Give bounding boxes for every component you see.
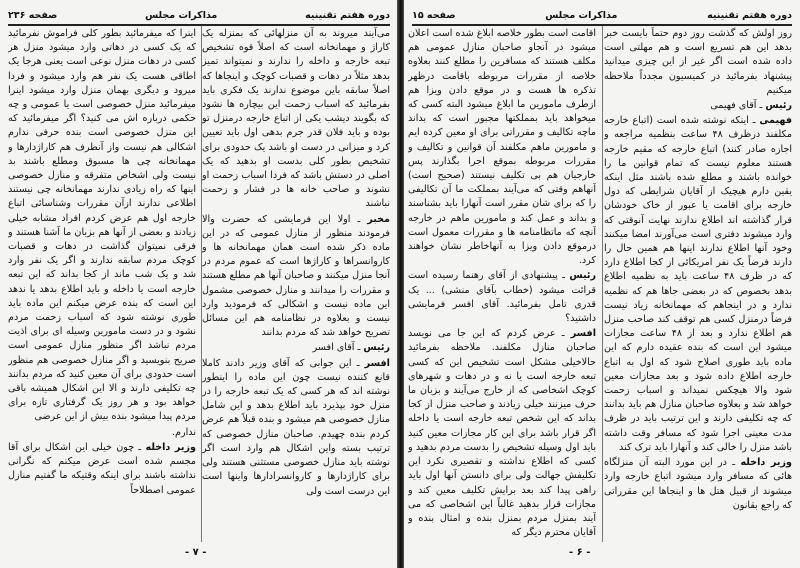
paragraph-text: آقای افسر	[312, 342, 355, 354]
page-number: صفحه ۱۵	[412, 9, 456, 21]
paragraph: رئیس ـ آقای فهیمی	[710, 100, 792, 112]
header-title: مذاکرات مجلس	[545, 9, 618, 21]
paragraph-text: روز اولش که گذشت روز دوم حتماً بایست خبر بدهد این هم تسریع است و هم مهلتی است داده شده است اگر غیر از این چیزی میدانید پیشنهاد بفرمائید در کمیسیون مجدداً ملاحظه میکنیم	[604, 28, 792, 96]
page-header	[8, 6, 390, 26]
text-column	[408, 27, 596, 542]
text-column	[604, 27, 792, 542]
speaker-name: رئیس	[363, 342, 390, 354]
paragraph: رئیس ـ پیشنهادی از آقای رهنما رسیده است قرائت میشود (خطاب بآقای منشی) ... یک قدری تامل بفرمائید. آقای افسر فرمایشی داشتید؟	[408, 270, 596, 325]
paragraph: فهیمی ـ اینکه نوشته شده است (اتباع خارجه مکلفند درظرف ۴۸ ساعت بنظمیه مراجعه و اجازه صادر کنند) اتباع خارجه که مقیم خارجه هستند معلوم نیست که تمام قوانین ما را خوانده باشند و مطلع شده باشند مثل اینکه یقین دارم هیچیک از آقایان شرایطی که دول خارجه برای اقامت یا عبور از خاک خودشان قرار گذاشته اند اطلاع ندارند نهایت آنوقتی که وارد میشوند دفتری است می‌آورند امضا میکنند وخود آنها اطلاع ندارند اینها هم همین حال را دارند فرضاً یک نفر امریکائی از کجا اطلاع دارد که در ظرف ۴۸ ساعت باید به نظمیه اطلاع بدهد بخصوص که در بعضی جاها هم که نظمیه ندارد و در اینجاهم که مهمانخانه زیاد نیست فرضاً درمنزل کسی هم توقف کند صاحب منزل هم اطلاع ندارد و بعد از ۴۸ ساعت مجازات میشود این است که بنده عقیده دارم که این ماده باید طوری اصلاح شود که اول به اتباع خارجه اطلاع داده شود و بعد مجازات معین شود والا هیچکس نمیداند و اسباب زحمت خواهد شد و بعلاوه صاحبان منازل هم باید بدانند که چه تکلیفی دارند و این ترتیب باید در ظرف مدت معینی اجرا شود که مسافر وقت داشته باشد منزل را خالی کند و آنهارا باید ترک کند	[604, 115, 792, 453]
paragraph-text: در این مورد البته آن منزلگاه هائی که مسافر وارد میشود اتباع خارجه وارد میشوند از قبیل هتل ها و اینجاها این مقرراتی که راجع بقانون	[604, 457, 792, 511]
paragraph	[408, 27, 596, 268]
page-footer-number: - ۷ -	[185, 547, 207, 558]
paragraph: افسر ـ این جوابی که آقای وزیر دادند کاملا قانع کننده نیست چون این ماده را اینطور نوشته اند که هر کسی که یک تبعه خارجه را در منزل خود بپذیرد باید اطلاع بدهد و این شامل منازل خصوصی هم میشود و بنده قبلاً هم عرض کردم بنده چهیدم. صاحبان منازل خصوصی که ترتیب بسته واین اشکال هم وارد است اگر نوشته باید منازل خصوصی مستثنی هستند ولی برای کاراژدارها و کاروانسرادارها واینها است این درست است ولی	[202, 357, 390, 497]
paragraph-text: اقامت است بطور خلاصه ابلاغ شده است اعلان میشود در آنجاو صاحبان منازل عمومی هم مکلف هستند که مسافرین را مطلع کنند بعلاوه خلاصه از مقررات مربوطه باقامت درظهر تذکره ها هست و در موقع دادن ویزا هم ازطرف مامورین ما ابلاغ میشود البته کسی که میخواهد باید بمملکتها مجبور است که بداند ماچه تکالیف و مقرراتی برای او معین کرده ایم و مامورین ماهم مکلفند آن قوانین و تکالیف و مقررات مربوطه بموقع اجرا بگذارند پس خارجیان هم بی تکلیف نیستند (صحیح است) آنهاهم وقتی که می‌آیند بمملکت ما آن تکالیفی را که برای شان مقرر است آنهارا باید بشناسند و بداند و عمل کند و مامورین ماهم در خارجه آنچه که ماتظامنامه ها و مقررات معمول است درموقع دادن ویزا به آنهاخاطر نشان خواهند کرد.	[408, 28, 596, 267]
paragraph-text: عرض کردم که این جا می نویسد صاحبان منازل مکلفند. ملاحظه بفرمائید حالاخیلی مشکل است تشخیص این که کسی تبعه خارجه است یا نه و در دهات و شهرهای کوچک اشخاصی که از خارج می‌آیند و بزبان ما حرف میزنند خیلی زیادند و صاحب منزل از کجا بداند که این شخص تبعه خارجه است یا داخله اگر قرار باشد برای این کار مجازات معین کنید باید اول وسیله تشخیص را بدست مردم بدهید و کسی که اطلاع نداشته و تقصیری نکرد این تکلیفش جهالت ولی برای دانستن آنها اول باید راهی پیدا کند بعد برایش تکلیف معین کند و مجازات قرار بدهید غالباً این اشخاصی که می آیند بمنزل مردم بمنزل بنده و امثال بنده و آقایان محترم دیگر که	[408, 328, 596, 539]
speaker-name: فهیمی	[759, 115, 792, 127]
paragraph-text: آقای فهیمی	[710, 100, 757, 112]
speaker-name: وزیر داخله	[145, 441, 196, 453]
text-column	[202, 27, 390, 542]
paragraph: مخبر ـ اولا این فرمایشی که حضرت والا فرمودند منظور از منازل عمومی که در این ماده ذکر شده است همان مهمانخانه ها و کاروانسراها و کاراژها است که عموم مردم در آنجا منزل میکنند و صاحبان آنها هم مطلع هستند و مقررات را میدانند و منازل خصوصی مشمول این ماده نیست و اشکالی که فرمودید وارد نیست و بعلاوه در نظامنامه هم این مسائل تصریح خواهد شد که مردم بدانند	[202, 213, 390, 339]
column-divider	[602, 26, 603, 542]
page-number: صفحه ۲۳۶	[8, 9, 58, 21]
paragraph	[8, 27, 196, 425]
right-page	[404, 0, 800, 568]
speaker-name: رئیس	[569, 270, 596, 282]
speaker-name: افسر	[570, 328, 596, 340]
paragraph-text: می‌آیند میروند به آن منزلهائی که بمنزله یک کاراژ و مهمانخانه است که اصلاً قوه تشخیص تبعه خارجه و داخله را ندارند و نمیتواند تمیز بدهد مثلاً در دهات و قصبات کوچک و اینجاها که اصلاً سابقه باین موضوع ندارند یک فکری باید بفرمائید که اسباب زحمت این بیچاره ها نشود که بگویند دیشب یکی از اتباع خارجه درمنزل تو بوده و باید فلان قدر جرم بدهی اول باید تعیین کرد و میزانی در دست او باشد یک حدودی برای تشخیص بطور کلی بدست او بدهید که یک اصلی در دستش باشد که فردا اسباب زحمت او نشوند و صاحب خانه ها در فشار و زحمت نباشند	[202, 28, 390, 210]
paragraph-text: ندارم.	[172, 426, 196, 438]
paragraph-text: اولا این فرمایشی که حضرت والا فرمودند منظور از منازل عمومی که در این ماده ذکر شده است همان مهمانخانه ها و کاروانسراها و کاراژها است که عموم مردم در آنجا منزل میکنند و صاحبان آنها هم مطلع هستند و مقررات را میدانند و منازل خصوصی مشمول این ماده نیست و اشکالی که فرمودید وارد نیست و بعلاوه در نظامنامه هم این مسائل تصریح خواهد شد که مردم بدانند	[202, 213, 390, 339]
header-title: مذاکرات مجلس	[145, 9, 218, 21]
left-page	[0, 0, 398, 568]
paragraph: افسر ـ عرض کردم که این جا می نویسد صاحبان منازل مکلفند. ملاحظه بفرمائید حالاخیلی مشکل است تشخیص این که کسی تبعه خارجه است یا نه و در دهات و شهرهای کوچک اشخاصی که از خارج می‌آیند و بزبان ما حرف میزنند خیلی زیادند و صاحب منزل از کجا بداند که این شخص تبعه خارجه است یا داخله اگر قرار باشد برای این کار مجازات معین کنید باید اول وسیله تشخیص را بدست مردم بدهید و کسی که اطلاع نداشته و تقصیری نکرد این تکلیفش جهالت ولی برای دانستن آنها اول باید راهی پیدا کند بعد برایش تکلیف معین کند و مجازات قرار بدهید غالباً این اشخاصی که می آیند بمنزل مردم بمنزل بنده و امثال بنده و آقایان محترم دیگر که	[408, 328, 596, 539]
paragraph-text: پیشنهادی از آقای رهنما رسیده است قرائت میشود (خطاب بآقای منشی) ... یک قدری تامل بفرمائید. آقای افسر فرمایشی داشتید؟	[408, 270, 596, 325]
paragraph-text: چون خیلی این اشکال برای آقا مجسم شده است عرض میکنم که نگرانی نداشته باشند برای اینکه وقتیکه ما گفتیم منازل عمومی اصطلاحاً	[8, 441, 196, 496]
page-footer-number: - ۶ -	[569, 547, 591, 558]
paragraph	[202, 27, 390, 212]
speaker-name: رئیس	[765, 100, 792, 112]
text-column	[8, 27, 196, 542]
paragraph: وزیر داخله ـ چون خیلی این اشکال برای آقا مجسم شده است عرض میکنم که نگرانی نداشته باشند برای اینکه وقتیکه ما گفتیم منازل عمومی اصطلاحاً	[8, 441, 196, 496]
column-divider	[201, 26, 202, 542]
paragraph-text: این جوابی که آقای وزیر دادند کاملا قانع کننده نیست چون این ماده را اینطور نوشته اند که هر کسی که یک تبعه خارجه را در منزل خود بپذیرد باید اطلاع بدهد و این شامل منازل خصوصی هم میشود و بنده قبلاً هم عرض کردم بنده چهیدم. صاحبان منازل خصوصی که ترتیب بسته واین اشکال هم وارد است اگر نوشته باید منازل خصوصی مستثنی هستند ولی برای کاراژدارها و کاروانسرادارها واینها است این درست است ولی	[202, 357, 390, 497]
session-label: دوره هفتم تقنینیه	[707, 9, 792, 21]
paragraph-text: اینرا که میفرمائید بطور کلی فراموش نفرمائید که یک کسی در دهاتی وارد میشود منزل هر کسی در دهات منزل نوعی است یعنی هرجا یک اطاقی هست یک نفر هم وارد میشود و فردا میرود و دیگری بهمان منزل وارد میشود اینرا میفرمائید منزل خصوصی است یا عمومی و چه حکمی درباره اش می کنید؟ اگر میفرمائید که این منزل خصوصی است بنده حرفی ندارم اشکالی هم نیست واز آنطرف هم کاراژدارها و مهمانخانه چی ها مسبوق ومطلع باشند بد نیست ولی اشخاص متفرقه و منازل خصوصی اینها که راه زیادی ندارند مهمانخانه چی نیستند اطلاعی ندارند ازآن مقررات وشناسائی اتباع خارجه اول هم عرض کردم افراد مشابه خیلی زیادند و بعضی از آنها هم بزبان ما آشنا هستند و فرقی نمیتوان گذاشت در دهات و قصبات کوچک مردم سابقه ندارند و اگر یک نفر وارد شد و یک شب ماند از کجا بداند که این تبعه خارجه است یا داخله و باید اطلاع بدهد یا ندهد این است که بنده عرض میکنم این ماده باید طوری نوشته شود که اسباب زحمت مردم نشود و در دست مامورین وسیله ای برای اذیت مردم نباشد اگر منظور منازل عمومی است صریح بنویسید و اگر منازل خصوصی هم منظور است حدودی برای آن معین کنید که مردم بدانند چه تکلیفی دارند و الا این اشکال همیشه باقی خواهد بود و هر روز یک گرفتاری تازه برای مردم پیدا میشود بنده بیش از این عرضی	[8, 28, 196, 423]
paragraph-text: اینکه نوشته شده است (اتباع خارجه مکلفند درظرف ۴۸ ساعت بنظمیه مراجعه و اجازه صادر کنند) اتباع خارجه که مقیم خارجه هستند معلوم نیست که تمام قوانین ما را خوانده باشند و مطلع شده باشند مثل اینکه یقین دارم هیچیک از آقایان شرایطی که دول خارجه برای اقامت یا عبور از خاک خودشان قرار گذاشته اند اطلاع ندارند نهایت آنوقتی که وارد میشوند دفتری است می‌آورند امضا میکنند وخود آنها اطلاع ندارند اینها هم همین حال را دارند فرضاً یک نفر امریکائی از کجا اطلاع دارد که در ظرف ۴۸ ساعت باید به نظمیه اطلاع بدهد بخصوص که در بعضی جاها هم که نظمیه ندارد و در اینجاهم که مهمانخانه زیاد نیست فرضاً درمنزل کسی هم توقف کند صاحب منزل هم اطلاع ندارد و بعد از ۴۸ ساعت مجازات میشود این است که بنده عقیده دارم که این ماده باید طوری اصلاح شود که اول به اتباع خارجه اطلاع داده شود و بعد مجازات معین شود والا هیچکس نمیداند و اسباب زحمت خواهد شد و بعلاوه صاحبان منازل هم باید بدانند که چه تکلیفی دارند و این ترتیب باید در ظرف مدت معینی اجرا شود که مسافر وقت داشته باشد منزل را خالی کند و آنهارا باید ترک کند	[604, 115, 792, 453]
speaker-name: وزیر داخله	[740, 457, 792, 469]
paragraph	[8, 426, 196, 440]
paragraph	[604, 27, 792, 98]
speaker-name: مخبر	[367, 213, 390, 225]
paragraph: رئیس ـ آقای افسر	[312, 342, 390, 354]
paragraph: وزیر داخله ـ در این مورد البته آن منزلگاه هائی که مسافر وارد میشود اتباع خارجه وارد میشوند از قبیل هتل ها و اینجاها این مقرراتی که راجع بقانون	[604, 457, 792, 511]
speaker-name: افسر	[364, 357, 390, 369]
page-header	[412, 6, 792, 26]
session-label: دوره هفتم تقنینیه	[305, 9, 390, 21]
